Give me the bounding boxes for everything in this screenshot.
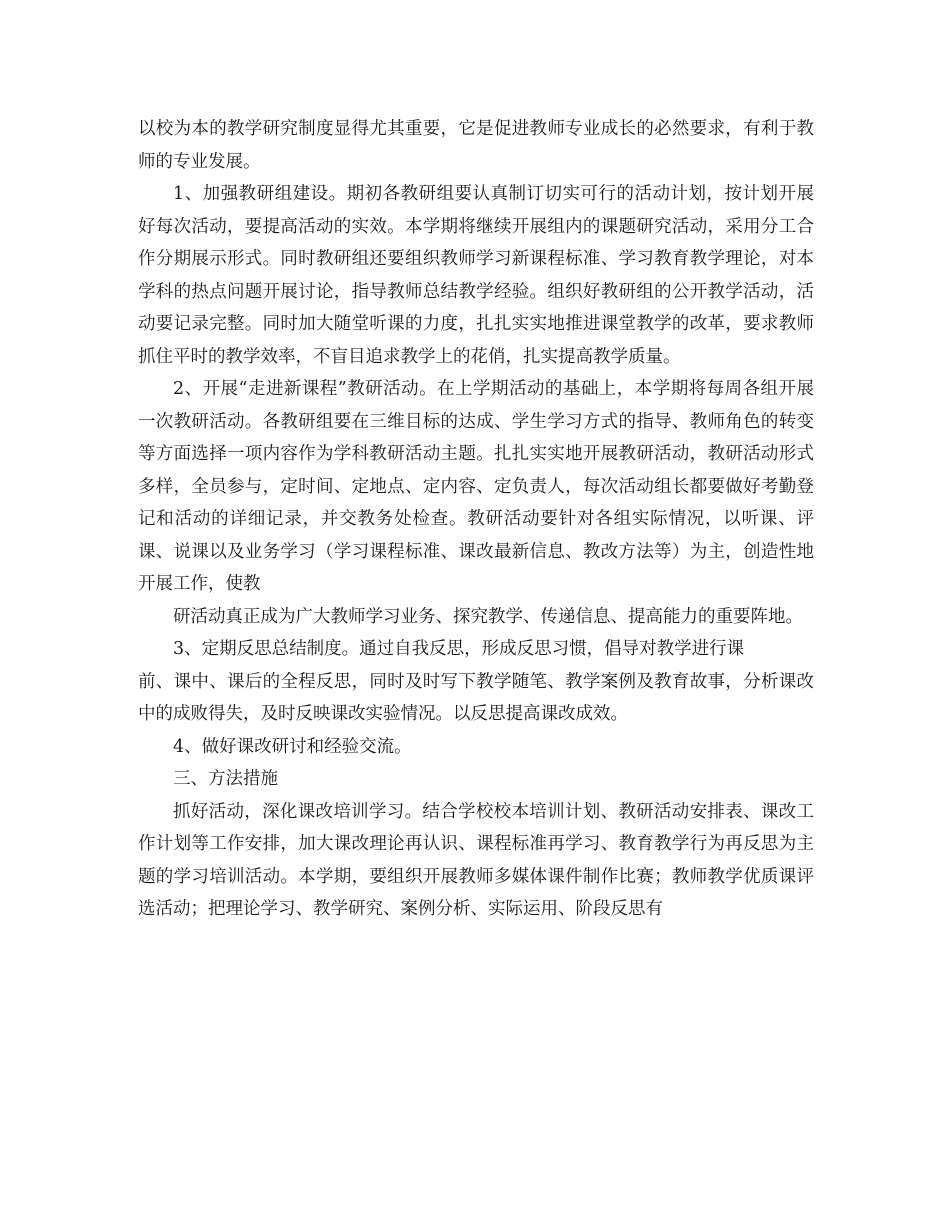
body-text bbox=[138, 113, 814, 926]
paragraph: 4、做好课改研讨和经验交流。 bbox=[173, 736, 412, 757]
paragraph: 研活动真正成为广大教师学习业务、探究教学、传递信息、提高能力的重要阵地。 bbox=[173, 606, 803, 627]
paragraph: 前、课中、课后的全程反思，同时及时写下教学随笔、教学案例及教育故事，分析课改中的成败得失，及时反映课改实验情况。以反思提高课改成效。 bbox=[138, 671, 814, 724]
paragraph: 1、加强教研组建设。期初各教研组要认真制订切实可行的活动计划，按计划开展好每次活动，要提高活动的实效。本学期将继续开展组内的课题研究活动，采用分工合作分期展示形式。同时教研组还要组织教师学习新课程标准、学习教育教学理论，对本学科的热点问题开展讨论，指导教师总结教学经验。组织好教研组的公开教学活动，活动要记录完整。同时加大随堂听课的力度，扎扎实实地推进课堂教学的改革，要求教师抓住平时的教学效率，不盲目追求教学上的花俏，扎实提高教学质量。 bbox=[138, 184, 814, 367]
paragraph: 2、开展“走进新课程”教研活动。在上学期活动的基础上，本学期将每周各组开展一次教研活动。各教研组要在三维目标的达成、学生学习方式的指导、教师角色的转变等方面选择一项内容作为学科教研活动主题。扎扎实实地开展教研活动，教研活动形式多样，全员参与，定时间、定地点、定内容、定负责人，每次活动组长都要做好考勤登记和活动的详细记录，并交教务处检查。教研活动要针对各组实际情况，以听课、评课、说课以及业务学习（学习课程标准、课改最新信息、教改方法等）为主，创造性地开展工作，使教 bbox=[138, 379, 814, 594]
paragraph: 3、定期反思总结制度。通过自我反思，形成反思习惯，倡导对教学进行课 bbox=[173, 639, 745, 659]
paragraph: 抓好活动，深化课改培训学习。结合学校校本培训计划、教研活动安排表、课改工作计划等工作安排，加大课改理论再认识、课程标准再学习、教育教学行为再反思为主题的学习培训活动。本学期，要组织开展教师多媒体课件制作比赛；教师教学优质课评选活动；把理论学习、教学研究、案例分析、实际运用、阶段反思有 bbox=[138, 801, 814, 919]
paragraph: 以校为本的教学研究制度显得尤其重要，它是促进教师专业成长的必然要求，有利于教师的专业发展。 bbox=[138, 119, 814, 172]
paragraph: 三、方法措施 bbox=[173, 769, 278, 789]
